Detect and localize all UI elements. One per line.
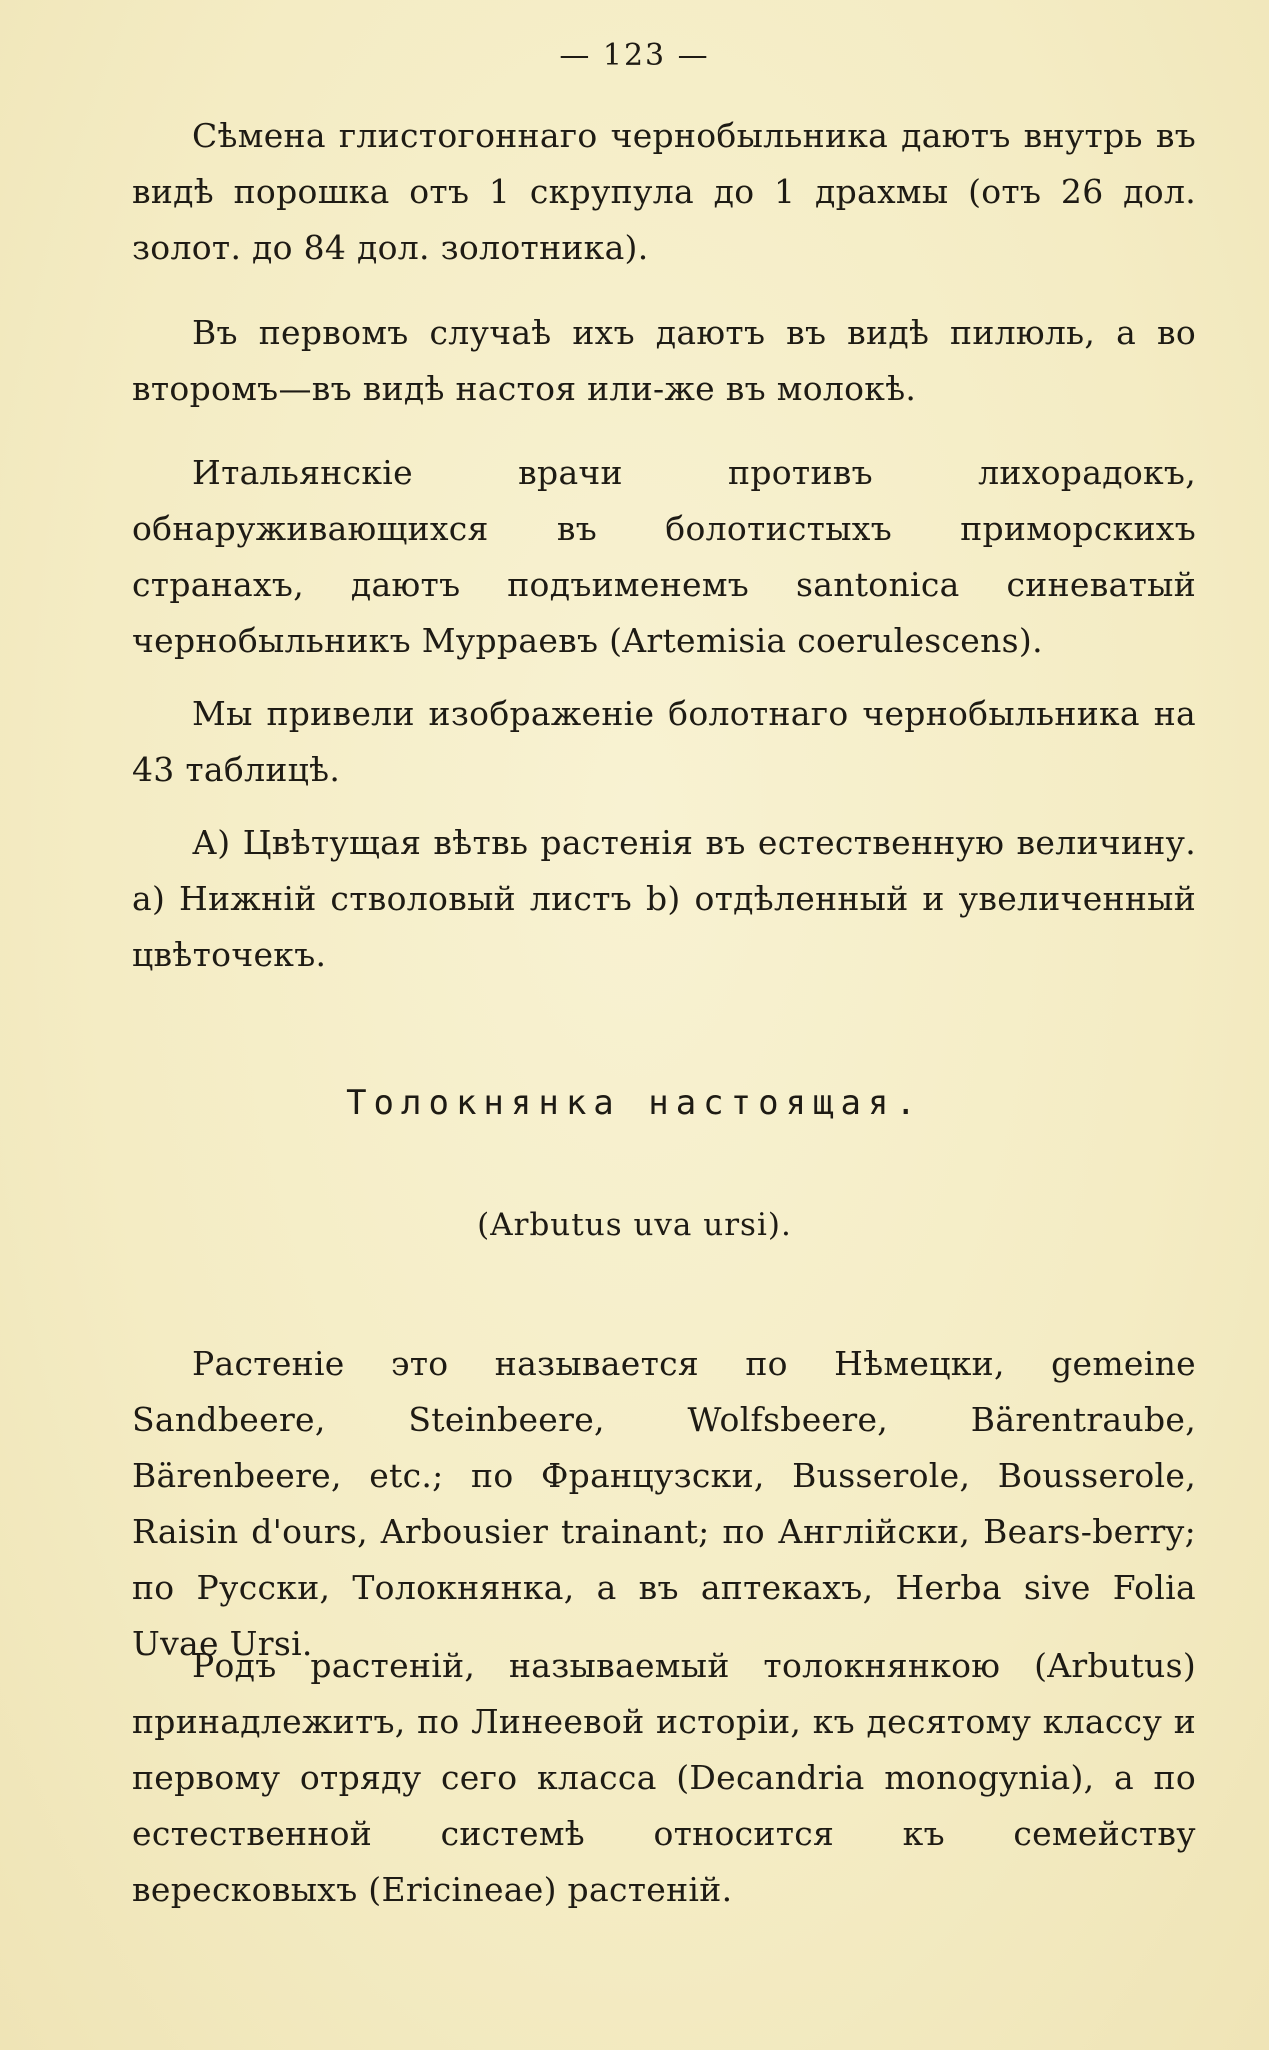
paragraph-classification xyxy=(132,1638,1196,1918)
paragraph-text: Итальянскіе врачи противъ лихорадокъ, обнаруживающихся въ болотистыхъ приморскихъ странахъ, даютъ подъименемъ santonica синеватый чернобыльникъ Мурраевъ (Artemisia coerulescens). xyxy=(132,453,1196,660)
section-heading: Толокнянка настоящая. xyxy=(346,1083,923,1123)
paragraph-text: Родъ растеній, называемый толокнянкою (Arbutus) принадлежитъ, по Линеевой исторіи, къ десятому классу и первому отряду сего класса (Decandria monogynia), а по естественной системѣ относится къ семейству вересковыхъ (Ericineae) растеній. xyxy=(132,1646,1196,1909)
paragraph-text: А) Цвѣтущая вѣтвь растенія въ естественную величину. а) Нижній стволовый листъ b) отдѣленный и увеличенный цвѣточекъ. xyxy=(132,823,1196,974)
paragraph-italian-doctors xyxy=(132,445,1196,669)
paragraph-administration xyxy=(132,305,1196,417)
paragraph-text: Сѣмена глистогоннаго чернобыльника даютъ внутрь въ видѣ порошка отъ 1 скрупула до 1 драхмы (отъ 26 дол. золот. до 84 дол. золотника). xyxy=(132,116,1196,267)
paragraph-text: Въ первомъ случаѣ ихъ даютъ въ видѣ пилюль, а во второмъ—въ видѣ настоя или-же въ молокѣ. xyxy=(132,313,1196,408)
page-number: — 123 — xyxy=(559,38,710,73)
section-latin-name: (Arbutus uva ursi). xyxy=(477,1207,792,1243)
paragraph-figure-legend xyxy=(132,815,1196,983)
paragraph-common-names xyxy=(132,1336,1196,1672)
paragraph-text: Растеніе это называется по Нѣмецки, gemeine Sandbeere, Steinbeere, Wolfsbeere, Bärentraube, Bärenbeere, etc.; по Французски, Busserole, Bousserole, Raisin d'ours, Arbousier trainant; по Англійски, Bears-berry; по Русски, Толокнянка, а въ аптекахъ, Herba sive Folia Uvae Ursi. xyxy=(132,1344,1196,1663)
paragraph-santonica-dosage xyxy=(132,108,1196,276)
paragraph-plate-reference xyxy=(132,686,1196,798)
paragraph-text: Мы привели изображеніе болотнаго чернобыльника на 43 таблицѣ. xyxy=(132,694,1196,789)
